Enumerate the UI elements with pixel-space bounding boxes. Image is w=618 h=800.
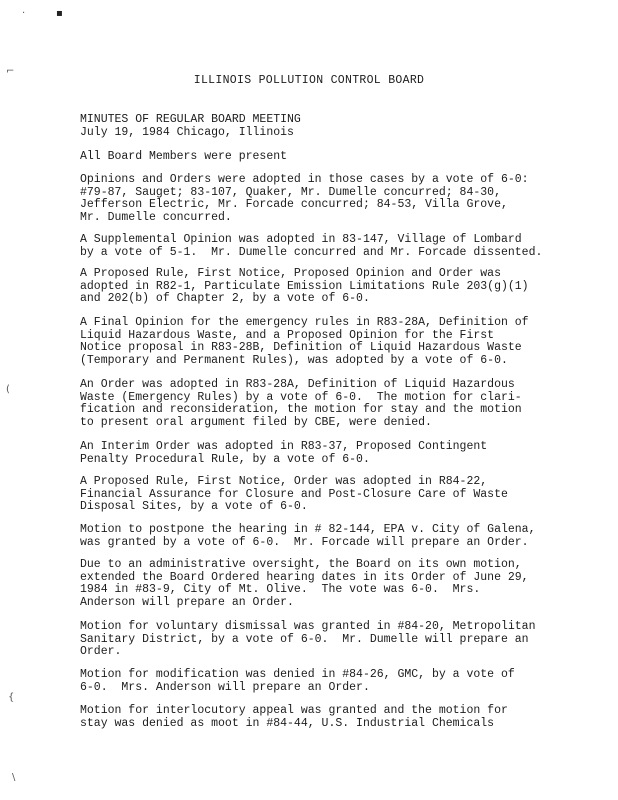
paragraph-line: Financial Assurance for Closure and Post-Closure Care of Waste	[80, 487, 508, 501]
scan-mark: \	[12, 772, 16, 783]
paragraph	[80, 268, 560, 306]
paragraph-line: (Temporary and Permanent Rules), was adopted by a vote of 6-0.	[80, 353, 508, 367]
paragraph	[80, 524, 560, 549]
paragraph-line: extended the Board Ordered hearing dates in its Order of June 29,	[80, 570, 529, 584]
paragraph-line: #79-87, Sauget; 83-107, Quaker, Mr. Dumelle concurred; 84-30,	[80, 185, 501, 199]
paragraph	[80, 317, 560, 367]
attendance	[80, 151, 560, 164]
paragraph-line: Motion for interlocutory appeal was granted and the motion for	[80, 704, 508, 717]
paragraph-line: Penalty Procedural Rule, by a vote of 6-0.	[80, 452, 370, 466]
paragraph-line: Opinions and Orders were adopted in those cases by a vote of 6-0:	[80, 173, 529, 186]
paragraph-line: Motion for voluntary dismissal was granted in #84-20, Metropolitan	[80, 620, 536, 633]
paragraph-line: Liquid Hazardous Waste, and a Proposed Opinion for the First	[80, 328, 495, 342]
paragraph-line: Mr. Dumelle concurred.	[80, 210, 232, 224]
scan-mark: {	[8, 692, 15, 703]
paragraph-line: 1984 in #83-9, City of Mt. Olive. The vote was 6-0. Mrs.	[80, 583, 481, 596]
paragraph-line: A Proposed Rule, First Notice, Proposed Opinion and Order was	[80, 267, 501, 280]
paragraph-line: stay was denied as moot in #84-44, U.S. Industrial Chemicals	[80, 716, 495, 730]
paragraph-line: Order.	[80, 645, 122, 658]
paragraph-line: A Final Opinion for the emergency rules in R83-28A, Definition of	[80, 316, 529, 329]
scan-mark: ·	[22, 8, 26, 19]
paragraph-line: An Interim Order was adopted in R83-37, Proposed Contingent	[80, 440, 488, 453]
paragraph-line: and 202(b) of Chapter 2, by a vote of 6-0.	[80, 292, 370, 305]
paragraph	[80, 441, 560, 466]
minutes-heading	[80, 114, 560, 139]
attendance-line: All Board Members were present	[80, 150, 288, 163]
paragraph-line: to present oral argument filed by CBE, were denied.	[80, 415, 432, 429]
paragraph-line: 6-0. Mrs. Anderson will prepare an Order.	[80, 680, 370, 694]
scan-mark: ▪	[56, 8, 63, 19]
paragraph-line: adopted in R82-1, Particulate Emission Limitations Rule 203(g)(1)	[80, 279, 529, 293]
paragraph	[80, 705, 560, 730]
paragraph	[80, 379, 560, 429]
paragraph-line: A Supplemental Opinion was adopted in 83-147, Village of Lombard	[80, 233, 522, 246]
heading-line: July 19, 1984 Chicago, Illinois	[80, 125, 294, 139]
paragraph-line: Notice proposal in R83-28B, Definition of Liquid Hazardous Waste	[80, 341, 522, 354]
heading-line: MINUTES OF REGULAR BOARD MEETING	[80, 113, 301, 126]
paragraph	[80, 476, 560, 514]
paragraph-line: Due to an administrative oversight, the Board on its own motion,	[80, 558, 522, 571]
paragraph	[80, 234, 560, 259]
paragraph-line: A Proposed Rule, First Notice, Order was adopted in R84-22,	[80, 475, 488, 488]
paragraph-line: Sanitary District, by a vote of 6-0. Mr. Dumelle will prepare an	[80, 632, 529, 646]
paragraph-line: by a vote of 5-1. Mr. Dumelle concurred and Mr. Forcade dissented.	[80, 245, 543, 259]
paragraph-line: Jefferson Electric, Mr. Forcade concurred; 84-53, Villa Grove,	[80, 198, 508, 211]
scan-mark: ⌐	[6, 66, 15, 77]
paragraph-line: Motion for modification was denied in #84-26, GMC, by a vote of	[80, 668, 515, 681]
paragraph	[80, 621, 560, 659]
paragraph	[80, 174, 560, 224]
paragraph-line: An Order was adopted in R83-28A, Definition of Liquid Hazardous	[80, 378, 515, 391]
document-title: ILLINOIS POLLUTION CONTROL BOARD	[193, 74, 425, 87]
paragraph-line: Waste (Emergency Rules) by a vote of 6-0. The motion for clari-	[80, 390, 522, 404]
paragraph-line: Motion to postpone the hearing in # 82-144, EPA v. City of Galena,	[80, 523, 536, 536]
paragraph-line: Disposal Sites, by a vote of 6-0.	[80, 500, 308, 513]
scan-mark: (	[6, 384, 10, 395]
paragraph-line: was granted by a vote of 6-0. Mr. Forcade will prepare an Order.	[80, 535, 529, 549]
paragraph-line: fication and reconsideration, the motion for stay and the motion	[80, 403, 522, 416]
paragraph	[80, 669, 560, 694]
paragraph	[80, 559, 560, 609]
paragraph-line: Anderson will prepare an Order.	[80, 595, 294, 609]
